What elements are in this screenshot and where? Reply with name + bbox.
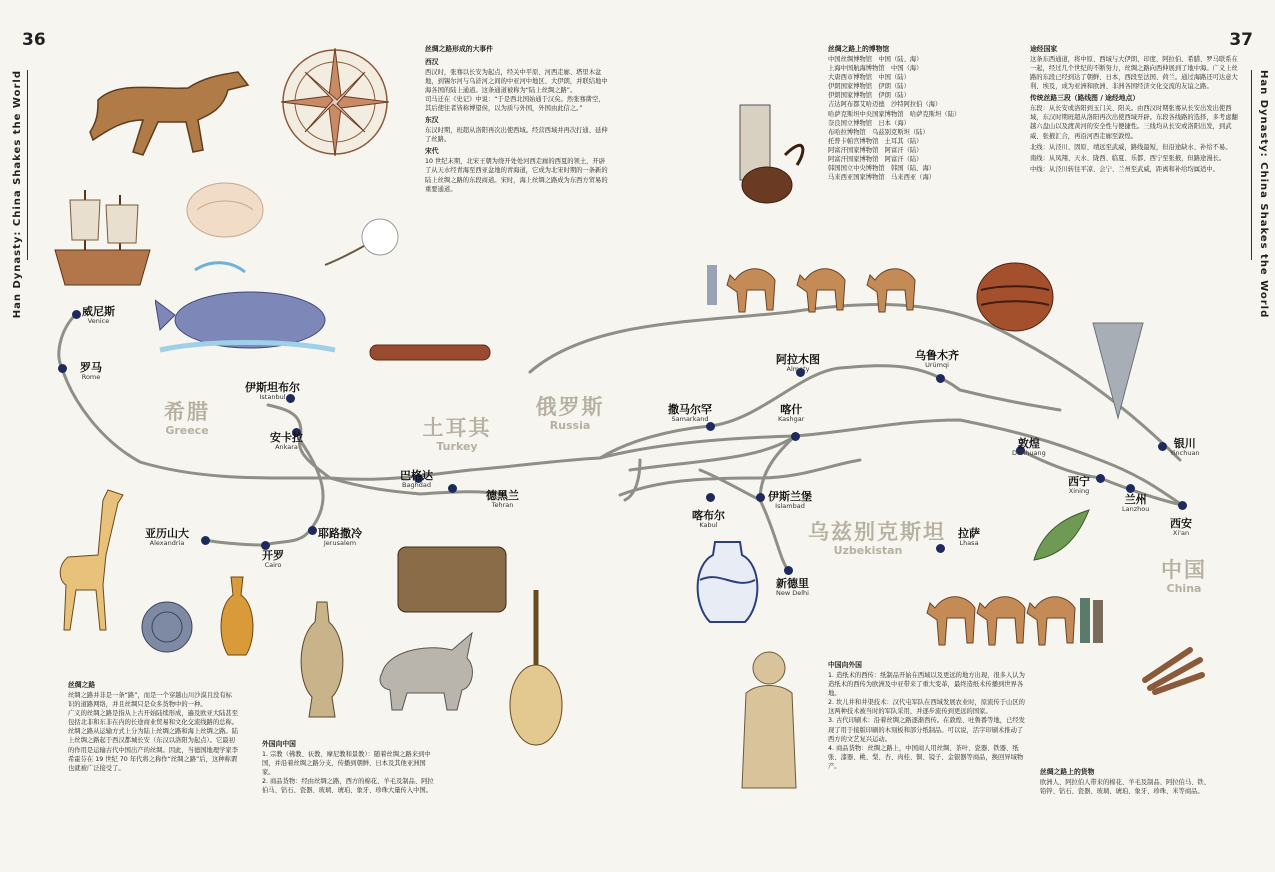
- country-label: [1124, 560, 1244, 594]
- city-name-zh: 撒马尔罕: [668, 403, 712, 416]
- china-to-foreign-body: 1. 造纸术的西传：纸制品开始在西域以及更远的地方出现，很多人认为造纸术的西传为欧洲及中亚带来了重大变革，最终造纸术传播到世界各地。 2. 坎儿井和井渠技术：汉代屯军队在西域发展农业时，原流传于山区的这两种技术被当时的军队采用，并逐步流传到更远的国家。 3. 古代印刷术：沿着丝绸之路逐渐西传。在敦煌、吐鲁番等地，已经发现了用于接版印刷的木刻板和部分纸制品。可以说，活字印刷术推动了西方的文艺复兴运动。 4. 商品货物：丝绸之路上，中国商人用丝绸、茶叶、瓷器、铁器、纸张、漆器、桃、梨、杏、肉桂、铜、镜子、金银器等商品，换回异域物产。: [828, 671, 1025, 771]
- city-marker: [448, 484, 457, 493]
- foreign-to-china-text-block: [262, 737, 437, 797]
- silkroad-body: 丝绸之路并非是一条“路”，而是一个穿越山川沙漠且没有标识的道路网络，并且丝绸只是众多货物中的一种。 广义的丝绸之路是指从上古开始陆续形成，遍及欧亚大陆甚至包括北非和东非在内的长途商业贸易和文化交流线路的总称。 丝绸之路从运输方式上分为陆上丝绸之路和海上丝绸之路。陆上丝绸之路起于西汉都城长安（东汉以洛阳为起点）。它最初的作用是运输古代中国出产的丝绸。因此，当德国地理学家李希霍芬在 19 世纪 70 年代将之称作“丝绸之路”后，这种称谓也就被广泛接受了。: [68, 691, 239, 772]
- city-name-en: Samarkand: [671, 415, 709, 423]
- city-name-en: Islambad: [775, 502, 805, 510]
- city-name-zh: 喀布尔: [692, 509, 725, 522]
- city-name-en: Almaty: [786, 365, 810, 373]
- pipa-lute-illustration: [505, 585, 567, 750]
- city-label: [778, 404, 804, 423]
- city-name-zh: 阿拉木图: [776, 353, 820, 366]
- museums-text-block: [828, 42, 1008, 183]
- country-name-zh: 乌兹别克斯坦: [808, 520, 946, 544]
- events-song-heading: 宋代: [425, 147, 439, 156]
- city-label: [776, 578, 809, 597]
- city-label: [776, 354, 820, 373]
- museum-row: 伊朗国家博物馆 伊朗（陆）: [828, 83, 910, 91]
- city-label: [318, 528, 362, 547]
- sailing-ship-illustration: [50, 185, 160, 290]
- city-name-en: Xi'an: [1172, 529, 1190, 537]
- city-marker: [1158, 442, 1167, 451]
- city-name-en: Ankara: [275, 443, 298, 451]
- city-label: [915, 350, 959, 369]
- city-label: [1170, 438, 1200, 457]
- city-name-en: Cairo: [264, 561, 282, 569]
- city-marker: [706, 493, 715, 502]
- city-name-en: Kashgar: [778, 415, 805, 423]
- ornate-ewer-illustration: [297, 597, 352, 722]
- city-name-zh: 喀什: [780, 403, 803, 416]
- silk-bundle-illustration: [185, 180, 265, 240]
- city-name-zh: 拉萨: [958, 527, 980, 540]
- museum-row: 大唐西市博物馆 中国（陆）: [828, 74, 910, 82]
- side-title-left: Han Dynasty: China Shakes the World: [12, 70, 23, 319]
- city-name-zh: 新德里: [776, 577, 809, 590]
- museum-list: [828, 55, 1008, 183]
- city-name-zh: 乌鲁木齐: [915, 349, 959, 362]
- silkroad-title: 丝绸之路: [68, 681, 96, 689]
- reach-title: 途经国家: [1030, 45, 1058, 53]
- museum-row: 阿富汗国家博物馆 阿富汗（陆）: [828, 156, 923, 164]
- country-name-en: Turkey: [436, 440, 478, 453]
- tornado-illustration: [1088, 318, 1148, 423]
- events-title: 丝绸之路形成的大事件: [425, 45, 493, 53]
- city-label: [1122, 494, 1149, 513]
- reach-text-block: [1030, 42, 1240, 176]
- city-name-en: Yinchuan: [1170, 449, 1200, 457]
- city-name-zh: 开罗: [262, 549, 284, 562]
- museum-row: 托普卡帕宫博物馆 土耳其（陆）: [828, 137, 923, 145]
- routes-north: 北线：从泾川、固原、靖远至武威，路线最短，但沿途缺水、补给不易。: [1030, 143, 1232, 151]
- city-name-en: Kabul: [699, 521, 718, 529]
- city-name-en: Lhasa: [959, 539, 979, 547]
- events-han-heading: 西汉: [425, 57, 439, 66]
- country-name-en: Greece: [165, 424, 209, 437]
- routes-title: 传统丝路三段（路线图 / 途经地点）: [1030, 94, 1140, 103]
- city-marker: [72, 310, 81, 319]
- country-label: [397, 418, 517, 452]
- city-marker: [1126, 484, 1135, 493]
- museum-row: 上海中国航海博物馆 中国（海）: [828, 64, 923, 72]
- museum-row: 中国丝绸博物馆 中国（陆、海）: [828, 55, 923, 63]
- country-name-en: Russia: [549, 419, 591, 432]
- country-name-zh: 土耳其: [422, 416, 492, 440]
- foreign-to-china-title: 外国向中国: [262, 740, 296, 748]
- silkroad-text-block: [68, 678, 238, 775]
- city-label: [958, 528, 980, 547]
- city-name-zh: 兰州: [1124, 493, 1147, 506]
- city-name-zh: 亚历山大: [145, 527, 189, 540]
- page-number-left: 36: [22, 30, 46, 50]
- city-name-zh: 敦煌: [1017, 437, 1040, 450]
- city-name-zh: 伊斯坦布尔: [245, 381, 300, 394]
- spine-rule-right: [1251, 70, 1252, 260]
- city-marker: [756, 493, 765, 502]
- city-name-en: Istanbul: [259, 393, 286, 401]
- museum-row: 吉达阿布都艾哈迈德 沙特阿拉伯（海）: [828, 101, 942, 109]
- city-name-en: Alexandria: [149, 539, 185, 547]
- city-label: [82, 306, 115, 325]
- country-name-zh: 希腊: [164, 400, 210, 424]
- foreign-to-china-body: 1. 宗教（佛教、祆教、摩尼教和景教）：随着丝绸之路来到中国，并沿着丝绸之路分支，传播到朝鲜、日本及其他亚洲国家。 2. 商品货物：经由丝绸之路，西方的棉花、羊毛及制品、阿拉伯马、钻石、瓷器、玻璃、琥珀、象牙、珍珠大量传入中国。: [262, 750, 434, 795]
- country-name-en: Uzbekistan: [833, 544, 903, 557]
- city-name-en: Rome: [81, 373, 101, 381]
- page-number-right: 37: [1229, 30, 1253, 50]
- clay-jar-illustration: [975, 255, 1055, 335]
- horse-illustration: [88, 60, 258, 160]
- city-name-en: Urümqi: [925, 361, 949, 369]
- city-label: [692, 510, 725, 529]
- goods-text-block: [1040, 765, 1210, 798]
- city-label: [145, 528, 189, 547]
- museums-title: 丝绸之路上的博物馆: [828, 45, 890, 53]
- city-marker: [791, 432, 800, 441]
- buddha-statue-illustration: [738, 648, 800, 793]
- giraffe-illustration: [48, 485, 126, 635]
- city-name-zh: 安卡拉: [270, 431, 303, 444]
- city-name-zh: 银川: [1173, 437, 1196, 450]
- country-label: [510, 397, 630, 431]
- city-name-zh: 德黑兰: [486, 489, 519, 502]
- metal-relief-illustration: [396, 545, 508, 615]
- country-label: [808, 520, 946, 557]
- compass-rose-illustration: [275, 42, 395, 162]
- city-label: [768, 491, 812, 510]
- reach-body: 这条东西通道，将中原、西域与大伊朗、印度、阿拉伯、希腊、罗马联系在一起，经过几个世纪的不断努力，丝绸之路向西伸展到了地中海。广义上丝路的东段已经到达了朝鲜、日本，西段至法国、荷兰。通过海路还可达意大利、埃及，成为亚洲和欧洲、非洲各国经济文化交流的友谊之路。: [1030, 55, 1238, 91]
- museum-row: 马来西亚国家博物馆 马来西亚（海）: [828, 174, 936, 182]
- city-label: [668, 404, 712, 423]
- country-name-zh: 中国: [1161, 558, 1207, 582]
- city-label: [1012, 438, 1046, 457]
- events-song-body: 10 世纪末期，北宋王朝为绕开处处河西走廊的西夏的领土，开辟了从天水经青海至西亚盆地的青海道，它成为北宋时期的一条新的陆上丝绸之路的东段商道。宋时，海上丝绸之路成为东西方贸易的重要通道。: [425, 158, 608, 193]
- goods-title: 丝绸之路上的货物: [1040, 768, 1095, 776]
- city-label: [270, 432, 303, 451]
- city-label: [1068, 476, 1090, 495]
- museum-row: 哈萨克斯坦中央国家博物馆 哈萨克斯坦（陆）: [828, 110, 961, 118]
- city-name-zh: 伊斯兰堡: [768, 490, 812, 503]
- glass-vase-illustration: [216, 575, 258, 660]
- city-marker: [1178, 501, 1187, 510]
- ewer-illustration: [735, 95, 810, 210]
- museum-row: 奈良国立博物馆 日本（海）: [828, 119, 910, 127]
- city-name-en: Jerusalem: [323, 539, 357, 547]
- city-name-en: Tehran: [491, 501, 514, 509]
- city-name-zh: 耶路撒冷: [318, 527, 362, 540]
- city-label: [245, 382, 300, 401]
- museum-row: 伊朗国家博物馆 伊朗（陆）: [828, 92, 910, 100]
- china-to-foreign-text-block: [828, 658, 1028, 773]
- city-name-en: New Delhi: [776, 589, 809, 597]
- side-title-right: Han Dynasty: China Shakes the World: [1258, 70, 1269, 319]
- country-label: [127, 402, 247, 436]
- city-label: [1170, 518, 1192, 537]
- city-name-zh: 西宁: [1068, 475, 1090, 488]
- museum-row: 韩国国立中央博物馆 韩国（陆、海）: [828, 165, 936, 173]
- country-name-en: China: [1166, 582, 1202, 595]
- blue-white-porcelain-illustration: [690, 540, 765, 625]
- wooden-scroll-illustration: [368, 340, 496, 365]
- camel-train-illustration: [925, 578, 1105, 653]
- spine-rule-left: [27, 70, 28, 260]
- museum-row: 阿富汗国家博物馆 阿富汗（陆）: [828, 147, 923, 155]
- city-marker: [58, 364, 67, 373]
- silver-plate-illustration: [140, 600, 195, 655]
- city-marker: [308, 526, 317, 535]
- city-name-en: Baghdad: [402, 481, 431, 489]
- city-name-en: Dunhuang: [1012, 449, 1046, 457]
- city-name-zh: 西安: [1170, 517, 1192, 530]
- tea-leaves-illustration: [1024, 505, 1094, 570]
- city-name-en: Xining: [1068, 487, 1090, 495]
- whale-illustration: [155, 260, 340, 360]
- city-label: [262, 550, 284, 569]
- city-marker: [784, 566, 793, 575]
- routes-east: 东段：从长安或洛阳到玉门关、阳关。由西汉时期张骞从长安出发出使西域，东汉时期班超从洛阳再次出使西域开辟。东段各线路的选择，多考虑翻越六盘山以及渡黄河的安全性与便捷性。三线均从长安或洛阳出发，到武威、张掖汇合，再沿河西走廊至敦煌。: [1030, 105, 1238, 140]
- city-marker: [201, 536, 210, 545]
- city-name-zh: 威尼斯: [82, 305, 115, 318]
- city-name-zh: 罗马: [80, 361, 102, 374]
- events-han-body: 西汉时，张骞以长安为起点，经关中平原、河西走廊、塔里木盆地，到锡尔河与乌浒河之间的中亚河中地区、大伊朗，并联结地中海各国的陆上通道。这条通道被称为“陆上丝绸之路”。 司马迁在《史记》中说：“于是西北国始通于汉矣。然张骞凿空，其后使往者皆称博望侯，以为质与外国，外国由此信之。”: [425, 68, 608, 113]
- events-eastern-han-body: 东汉时期，班超从洛阳再次出使西域。经营西域并再次打通、延伸了丝路。: [425, 127, 608, 144]
- events-eastern-han-heading: 东汉: [425, 116, 439, 125]
- cinnamon-sticks-illustration: [1140, 640, 1208, 695]
- city-label: [80, 362, 102, 381]
- city-label: [486, 490, 519, 509]
- city-label: [400, 470, 433, 489]
- city-name-en: Venice: [87, 317, 110, 325]
- city-name-zh: 巴格达: [400, 469, 433, 482]
- camel-caravan-illustration: [705, 250, 940, 320]
- city-marker: [1096, 474, 1105, 483]
- events-text-block: [425, 42, 610, 196]
- city-marker: [936, 544, 945, 553]
- china-to-foreign-title: 中国向外国: [828, 661, 862, 669]
- country-name-zh: 俄罗斯: [535, 395, 605, 419]
- routes-south: 南线：从凤翔、天水、陇西、临夏、乐都、西宁至张掖，但路途漫长。: [1030, 154, 1226, 162]
- city-name-en: Lanzhou: [1122, 505, 1150, 513]
- rhinoceros-illustration: [372, 628, 482, 713]
- museum-row: 布哈拉博物馆 乌兹别克斯坦（陆）: [828, 128, 929, 136]
- city-marker: [936, 374, 945, 383]
- routes-middle: 中线：从泾川转往平凉、会宁、兰州至武威，距离和补给均属适中。: [1030, 165, 1219, 173]
- goods-body: 欧洲人、阿拉伯人带来的棉花、羊毛及制品、阿拉伯马、铁、铅锌、钻石、瓷器、玻璃、琥珀、象牙、珍珠、米等商品。: [1040, 778, 1211, 795]
